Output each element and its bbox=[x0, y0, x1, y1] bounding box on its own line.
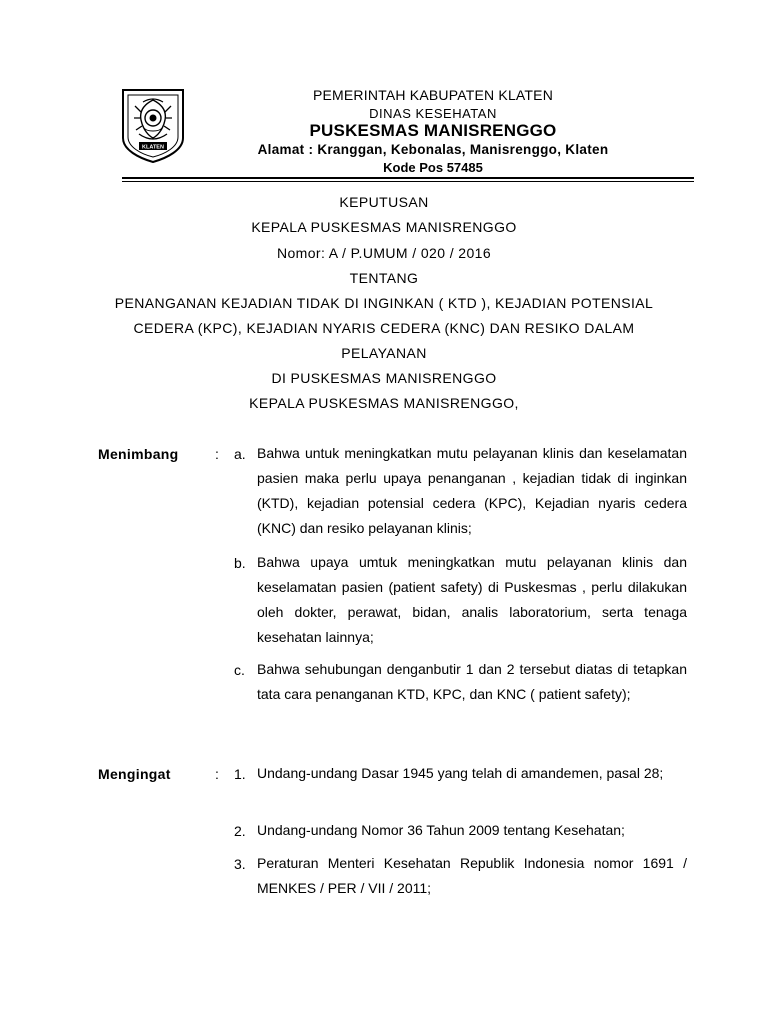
decree-subject-line-2: CEDERA (KPC), KEJADIAN NYARIS CEDERA (KNC) DAN RESIKO DALAM bbox=[133, 320, 635, 336]
decree-signatory-heading: KEPALA PUSKESMAS MANISRENGGO, bbox=[249, 395, 519, 411]
mengingat-label: Mengingat bbox=[98, 766, 171, 782]
decree-subject-line-1: PENANGANAN KEJADIAN TIDAK DI INGINKAN ( KTD ), KEJADIAN POTENSIAL bbox=[114, 295, 654, 311]
menimbang-label: Menimbang bbox=[98, 446, 179, 462]
regency-coat-of-arms-icon bbox=[121, 88, 185, 164]
letterhead-institution: PUSKESMAS MANISRENGGO bbox=[309, 121, 557, 140]
letterhead-agency: DINAS KESEHATAN bbox=[369, 106, 497, 121]
mengingat-item-text: Undang-undang Dasar 1945 yang telah di amandemen, pasal 28; bbox=[257, 765, 664, 781]
menimbang-colon: : bbox=[215, 446, 219, 462]
menimbang-item-text: Bahwa sehubungan denganbutir 1 dan 2 tersebut diatas di tetapkan tata cara penanganan KTD, KPC, dan KNC ( patient safety); bbox=[257, 661, 687, 702]
mengingat-item-text: Undang-undang Nomor 36 Tahun 2009 tentang Kesehatan; bbox=[257, 822, 625, 838]
decree-number: Nomor: A / P.UMUM / 020 / 2016 bbox=[276, 245, 492, 261]
mengingat-colon: : bbox=[215, 766, 219, 782]
mengingat-item-text: Peraturan Menteri Kesehatan Republik Indonesia nomor 1691 / MENKES / PER / VII / 2011; bbox=[257, 855, 687, 896]
menimbang-item-text: Bahwa untuk meningkatkan mutu pelayanan klinis dan keselamatan pasien maka perlu upaya penanganan , kejadian tidak di inginkan (KTD), kejadian potensial cedera (KPC), Kejadian nyaris cedera (KNC) dan resiko pelayanan klinis; bbox=[257, 445, 687, 536]
decree-issuer: KEPALA PUSKESMAS MANISRENGGO bbox=[251, 219, 517, 235]
mengingat-item-marker: 1. bbox=[234, 766, 246, 782]
mengingat-item-marker: 2. bbox=[234, 823, 246, 839]
menimbang-item-marker: b. bbox=[234, 555, 246, 571]
menimbang-item-text: Bahwa upaya umtuk meningkatkan mutu pelayanan klinis dan keselamatan pasien (patient safety) di Puskesmas , perlu dilakukan oleh dokter, perawat, bidan, analis laboratorium, serta tenaga kesehatan lainnya; bbox=[257, 554, 687, 645]
menimbang-item-marker: a. bbox=[234, 446, 246, 462]
decree-about: TENTANG bbox=[349, 270, 419, 286]
letterhead-divider-thick bbox=[122, 177, 694, 179]
letterhead-divider-thin bbox=[122, 181, 694, 182]
letterhead-postal-code: Kode Pos 57485 bbox=[383, 160, 483, 175]
decree-location: DI PUSKESMAS MANISRENGGO bbox=[271, 370, 497, 386]
logo-label: KLATEN bbox=[142, 144, 164, 151]
decree-subject-line-3: PELAYANAN bbox=[341, 345, 427, 361]
letterhead-address: Alamat : Kranggan, Kebonalas, Manisrenggo, Klaten bbox=[257, 142, 609, 157]
letterhead-government: PEMERINTAH KABUPATEN KLATEN bbox=[312, 87, 554, 103]
menimbang-item-marker: c. bbox=[234, 662, 245, 678]
mengingat-item-marker: 3. bbox=[234, 856, 246, 872]
decree-heading: KEPUTUSAN bbox=[339, 194, 429, 210]
